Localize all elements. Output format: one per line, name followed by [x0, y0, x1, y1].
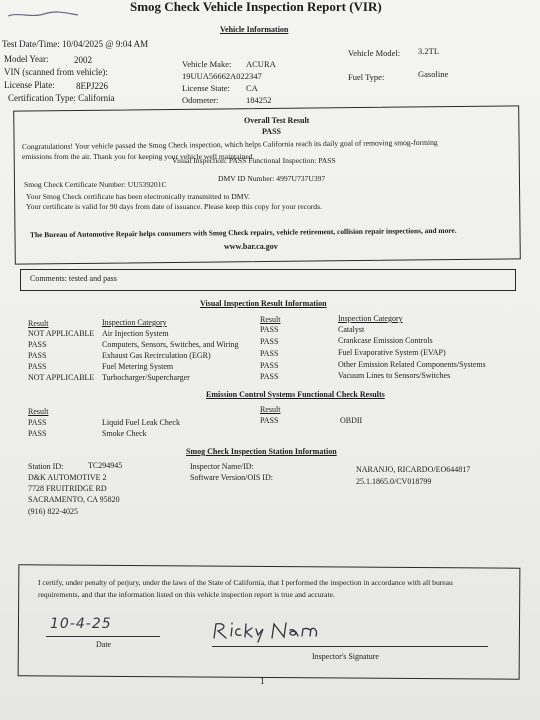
- station-id-label: Station ID:: [28, 462, 64, 471]
- model-label: Vehicle Model:: [348, 48, 401, 58]
- functional-result-header-right: Result: [260, 405, 281, 414]
- overall-result: PASS: [262, 127, 281, 136]
- visual-right-result: PASS: [260, 325, 279, 334]
- functional-check-title: Emission Control Systems Functional Check Results: [206, 390, 385, 399]
- date-label: Date: [96, 640, 112, 649]
- comments: Comments: tested and pass: [30, 274, 117, 283]
- license-plate: 8EPJ226: [76, 81, 109, 91]
- visual-right-category: Catalyst: [338, 325, 365, 334]
- license-plate-label: License Plate:: [4, 80, 55, 90]
- station-address: 7728 FRUITRIDGE RD: [28, 484, 107, 493]
- visual-left-category: Exhaust Gas Recirculation (EGR): [102, 351, 211, 360]
- vin: 19UUA56662A022347: [182, 71, 262, 81]
- make-label: Vehicle Make:: [182, 59, 232, 69]
- pen-scribble: [4, 8, 84, 22]
- visual-left-result: PASS: [28, 340, 47, 349]
- functional-left-result: PASS: [28, 429, 47, 438]
- transmitted-note: Your Smog Check certificate has been electronically transmitted to DMV.: [26, 192, 250, 201]
- visual-left-result: NOT APPLICABLE: [28, 329, 95, 338]
- visual-left-category: Turbocharger/Supercharger: [102, 373, 190, 382]
- congrats-line-2: emissions from the air. Thank you for keeping your vehicle well maintained.: [22, 152, 255, 161]
- station-info-title: Smog Check Inspection Station Information: [186, 447, 337, 456]
- overall-heading: Overall Test Result: [244, 116, 310, 125]
- odometer-label: Odometer:: [182, 95, 219, 105]
- certification-type: Certification Type: California: [8, 93, 115, 103]
- dmv-id-number: DMV ID Number: 4997U737U397: [218, 174, 326, 183]
- visual-left-category: Computers, Sensors, Switches, and Wiring: [102, 340, 239, 349]
- fuel-label: Fuel Type:: [348, 72, 385, 82]
- fuel: Gasoline: [418, 69, 449, 79]
- certify-line-1: I certify, under penalty of perjury, under the laws of the State of California, that I performed the inspection in accordance with all bureau: [38, 578, 453, 587]
- functional-left-result: PASS: [28, 418, 47, 427]
- visual-right-result: PASS: [260, 372, 279, 381]
- station-phone: (916) 822-4025: [28, 507, 78, 516]
- vin-label: VIN (scanned from vehicle):: [4, 67, 108, 77]
- visual-result-header-left: Result: [28, 319, 49, 328]
- validity-note: Your certificate is valid for 90 days from date of issuance. Please keep this copy for your records.: [26, 202, 322, 211]
- visual-left-result: NOT APPLICABLE: [28, 373, 95, 382]
- handwritten-date: 10-4-25: [50, 616, 112, 632]
- visual-right-category: Fuel Evaporative System (EVAP): [338, 348, 446, 357]
- visual-right-result: PASS: [260, 349, 279, 358]
- certificate-number: Smog Check Certificate Number: UU539201C: [24, 180, 167, 189]
- test-datetime: Test Date/Time: 10/04/2025 @ 9:04 AM: [2, 39, 149, 49]
- make: ACURA: [246, 59, 276, 69]
- software-version: 25.1.1865.0/CV018799: [356, 477, 432, 486]
- odometer: 184252: [246, 95, 272, 105]
- visual-right-category: Other Emission Related Components/Systems: [338, 360, 486, 369]
- visual-right-category: Crankcase Emission Controls: [338, 336, 433, 345]
- visual-left-result: PASS: [28, 351, 47, 360]
- license-state-label: License State:: [182, 83, 230, 93]
- visual-right-result: PASS: [260, 337, 279, 346]
- model-year: 2002: [74, 55, 92, 65]
- vehicle-info-heading: Vehicle Information: [220, 25, 289, 34]
- certify-line-2: requirements, and that the information listed on this vehicle inspection report is true and accurate.: [38, 590, 335, 599]
- functional-right-result: PASS: [260, 416, 279, 425]
- functional-left-category: Liquid Fuel Leak Check: [102, 418, 180, 427]
- page-number: 1: [260, 676, 265, 686]
- visual-inspection-title: Visual Inspection Result Information: [200, 299, 327, 308]
- inspector-signature: [210, 618, 320, 644]
- report-title: Smog Check Vehicle Inspection Report (VIR): [130, 0, 382, 14]
- visual-category-header-right: Inspection Category: [338, 314, 403, 323]
- station-id: TC294945: [88, 461, 123, 470]
- software-label: Software Version/OIS ID:: [190, 473, 273, 482]
- functional-result-header-left: Result: [28, 407, 49, 416]
- visual-result-header-right: Result: [260, 315, 281, 324]
- signature-label: Inspector's Signature: [312, 652, 379, 661]
- bar-consumer-line: The Bureau of Automotive Repair helps consumers with Smog Check repairs, vehicle retirement, collision repair inspections, and more.: [29, 225, 457, 240]
- station-city: SACRAMENTO, CA 95820: [28, 495, 120, 504]
- inspector-label: Inspector Name/ID:: [190, 462, 254, 471]
- visual-functional-summary: Visual Inspection: PASS Functional Inspection: PASS: [172, 156, 336, 165]
- date-line: [46, 636, 160, 637]
- visual-left-result: PASS: [28, 362, 47, 371]
- visual-right-category: Vacuum Lines to Sensors/Switches: [338, 371, 451, 380]
- functional-right-category: OBDII: [340, 416, 363, 425]
- congrats-line-1: Congratulations! Your vehicle passed the Smog Check inspection, which helps California reach its daily goal of removing smog-forming: [21, 137, 438, 152]
- signature-line: [212, 646, 488, 647]
- model: 3.2TL: [418, 46, 440, 56]
- bar-url: www.bar.ca.gov: [224, 242, 278, 251]
- visual-category-header-left: Inspection Category: [102, 318, 167, 327]
- license-state: CA: [246, 83, 258, 93]
- model-year-label: Model Year:: [4, 54, 49, 64]
- functional-left-category: Smoke Check: [102, 429, 147, 438]
- inspector-name: NARANJO, RICARDO/EO644817: [356, 465, 471, 474]
- visual-left-category: Air Injection System: [102, 329, 169, 338]
- station-name: D&K AUTOMOTIVE 2: [28, 473, 107, 482]
- visual-left-category: Fuel Metering System: [102, 362, 174, 371]
- visual-right-result: PASS: [260, 361, 279, 370]
